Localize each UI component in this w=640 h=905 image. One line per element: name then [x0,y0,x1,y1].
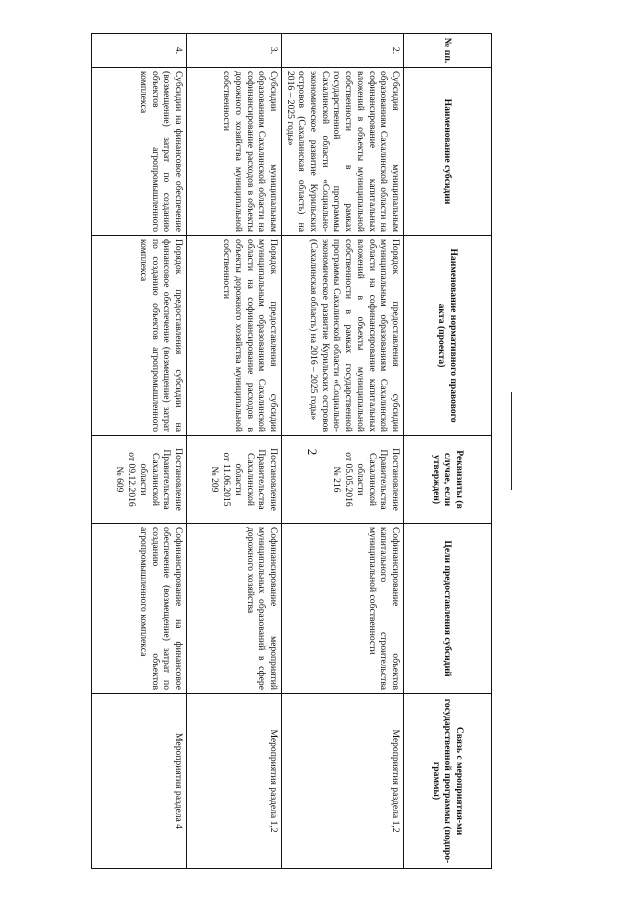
row-requisites [91,436,186,524]
row-requisites [186,436,281,524]
header-requisites: Реквизиты (в случае, если утвержден) [404,436,492,524]
row-num: 4. [91,34,186,68]
table-row [281,34,403,869]
requisites-line: Сахалинской [149,452,161,507]
requisites-line: области [137,463,149,496]
separator-line [511,392,512,490]
requisites-line: области [232,463,244,496]
subsidies-table [91,33,492,869]
row-link: Мероприятия раздела 4 [91,694,186,869]
row-num: 2. [281,34,403,68]
row-act-name: Порядок предоставления субсидии муниципальным образованиям Сахалинской области на софинансирование капитальных вложений в объекты муниципальной собственности в рамках государственной программы Сахалинской области «Социально-экономическое развитие Курильских островов (Сахалинская область) на 2016 – 2025 годы» [281,236,403,436]
requisites-line: Сахалинской [244,452,256,507]
requisites-line: № 216 [331,466,343,493]
requisites-line: Правительства [378,449,390,510]
header-act: Наименование нормативного правового акта (проекта) [404,236,492,436]
row-goal: Софинансирование на финансовое обеспечение (возмещение) затрат по созданию объектов агропромышленного комплекса [91,524,186,694]
row-act-name: Порядок предоставления субсидии муниципальным образованиям Сахалинской области на софинансирование расходов в объекты дорожного хозяйства муниципальной собственности [186,236,281,436]
row-act-name: Порядок предоставления субсидии на финансовое обеспечение (возмещение) затрат по созданию объектов агропромышленного комплекса [91,236,186,436]
header-goal: Цели предоставления субсидий [404,524,492,694]
row-num: 3. [186,34,281,68]
header-num: № пп. [404,34,492,68]
table-row [186,34,281,869]
requisites-line: Правительства [256,449,268,510]
header-name: Наименование субсидии [404,68,492,236]
header-link: Связь с мероприятия-ми государственной программы (подпро-граммы) [404,694,492,869]
rotated-table-container [114,33,492,868]
row-link: Мероприятия раздела 1,2 [186,694,281,869]
requisites-line: Правительства [161,449,173,510]
table-header-row [404,34,492,869]
row-link: Мероприятия раздела 1,2 [281,694,403,869]
table-row [91,34,186,869]
requisites-line: от 09.12.2016 [126,452,138,507]
requisites-line: № 209 [209,466,221,493]
row-goal: Софинансирование мероприятий муниципальных образований в сфере дорожного хозяйства [186,524,281,694]
row-requisites [281,436,403,524]
row-goal: Софинансирование объектов капитального строительства муниципальной собственности [281,524,403,694]
requisites-line: области [354,463,366,496]
row-subsidy-name: Субсидии на финансовое обеспечение (возмещение) затрат по созданию объектов агропромышленного комплекса [91,68,186,236]
requisites-line: Постановление [267,448,279,511]
requisites-line: от 05.05.2016 [343,452,355,507]
page-number: 2 [305,448,320,456]
requisites-line: Постановление [390,448,401,511]
requisites-line: от 11.06.2015 [221,452,233,507]
requisites-line: Сахалинской [366,452,378,507]
row-subsidy-name: Субсидия муниципальным образованиям Сахалинской области на софинансирование капитальных вложений в объекты муниципальной собственности в рамках государственной программы Сахалинской области «Социально-экономическое развитие Курильских островов (Сахалинская область) на 2016 – 2025 годы» [281,68,403,236]
requisites-line: Постановление [172,448,184,511]
requisites-line: № 609 [114,466,126,493]
row-subsidy-name: Субсидии муниципальным образованиям Сахалинской области на софинансирование расходов в объекты дорожного хозяйства муниципальной собственности [186,68,281,236]
